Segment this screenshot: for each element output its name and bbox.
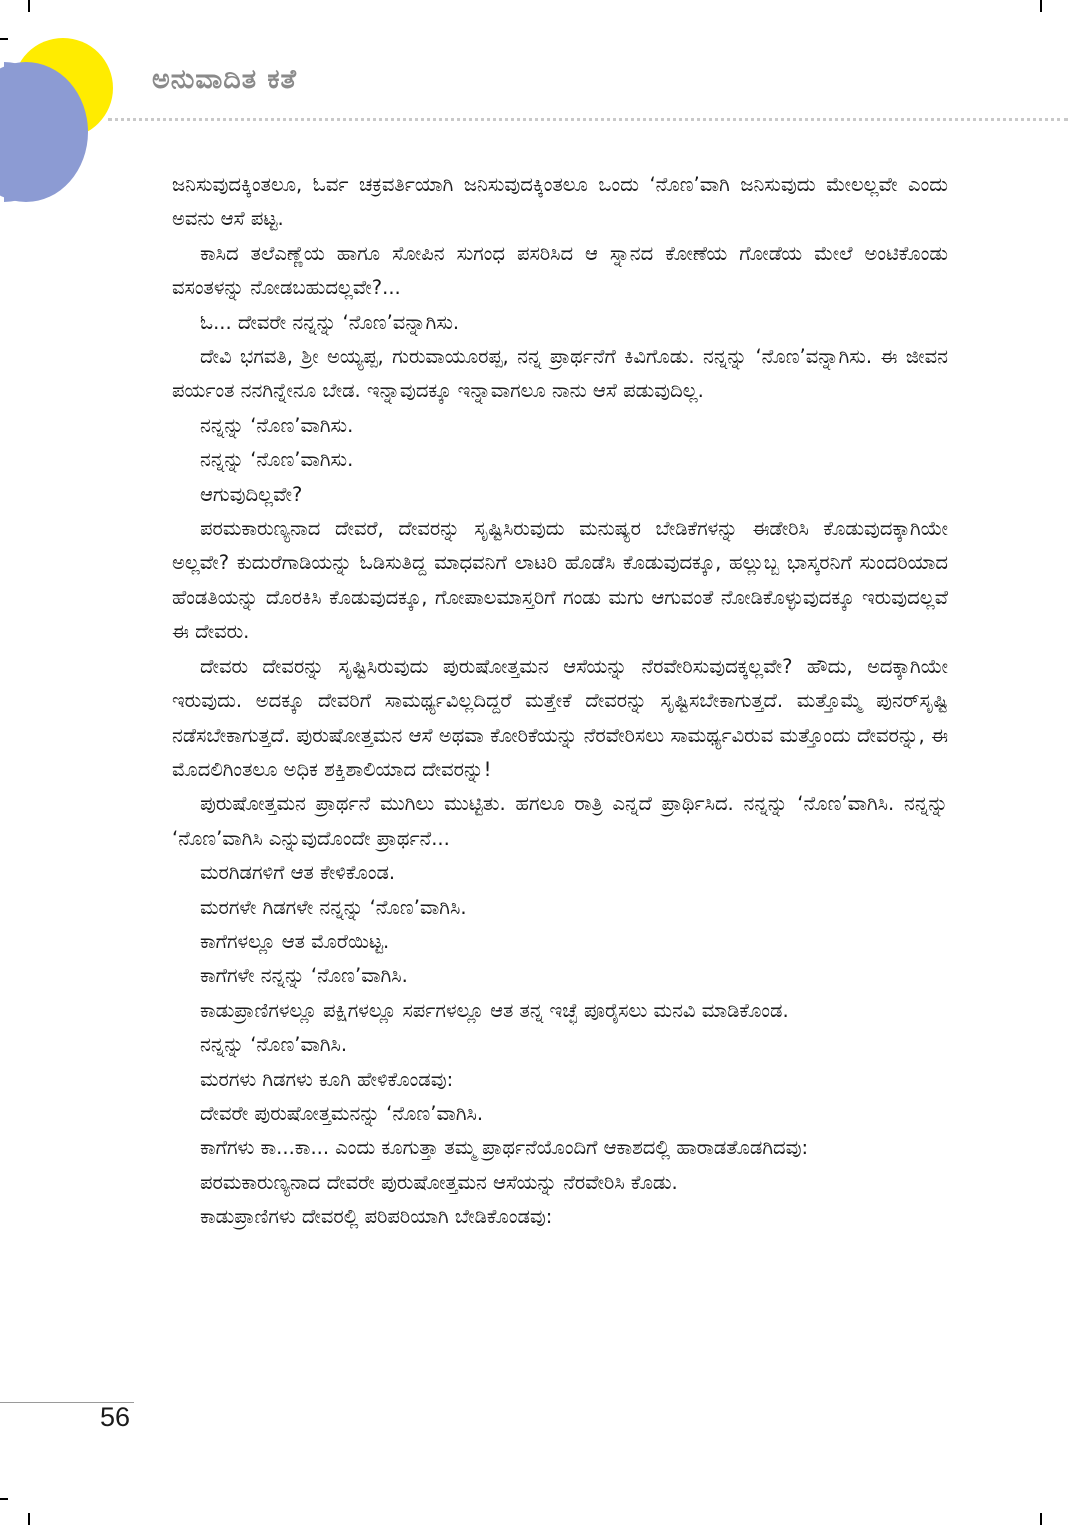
story-body xyxy=(172,168,948,1235)
paragraph: ಕಾಗೆಗಳೇ ನನ್ನನ್ನು ‘ನೊಣ’ವಾಗಿಸಿ. xyxy=(200,964,408,988)
paragraph: ನನ್ನನ್ನು ‘ನೊಣ’ವಾಗಿಸು. xyxy=(200,448,354,472)
paragraph: ಕಾಸಿದ ತಲೆಎಣ್ಣೆಯ ಹಾಗೂ ಸೋಪಿನ ಸುಗಂಧ ಪಸರಿಸಿದ ಆ ಸ್ನಾನದ ಕೋಣೆಯ ಗೋಡೆಯ ಮೇಲೆ ಅಂಟಿಕೊಂಡು ವಸಂತಳನ್ನು ನೋಡಬಹುದಲ್ಲವೇ?... xyxy=(172,241,948,300)
crop-mark-top-left-h xyxy=(0,38,8,40)
crop-mark-top-left xyxy=(28,0,30,12)
dotted-divider xyxy=(108,118,1068,121)
paragraph: ನನ್ನನ್ನು ‘ನೊಣ’ವಾಗಿಸಿ. xyxy=(200,1033,348,1057)
paragraph: ದೇವರೇ ಪುರುಷೋತ್ತಮನನ್ನು ‘ನೊಣ’ವಾಗಿಸಿ. xyxy=(200,1101,484,1125)
crop-mark-bottom-right xyxy=(1040,1513,1042,1525)
paragraph: ಜನಿಸುವುದಕ್ಕಿಂತಲೂ, ಓರ್ವ ಚಕ್ರವರ್ತಿಯಾಗಿ ಜನಿಸುವುದಕ್ಕಿಂತಲೂ ಒಂದು ‘ನೊಣ’ವಾಗಿ ಜನಿಸುವುದು ಮೇಲಲ್ಲವೇ ಎಂದು ಅವನು ಆಸೆ ಪಟ್ಟ. xyxy=(172,173,948,231)
paragraph: ಮರಗಳೇ ಗಿಡಗಳೇ ನನ್ನನ್ನು ‘ನೊಣ’ವಾಗಿಸಿ. xyxy=(200,895,467,919)
paragraph: ದೇವಿ ಭಗವತಿ, ಶ್ರೀ ಅಯ್ಯಪ್ಪ, ಗುರುವಾಯೂರಪ್ಪ, ನನ್ನ ಪ್ರಾರ್ಥನೆಗೆ ಕಿವಿಗೊಡು. ನನ್ನನ್ನು ‘ನೊಣ’ವನ್ನಾಗಿಸು. ಈ ಜೀವನ ಪರ್ಯಂತ ನನಗಿನ್ನೇನೂ ಬೇಡ. ಇನ್ನಾವುದಕ್ಕೂ ಇನ್ನಾವಾಗಲೂ ನಾನು ಆಸೆ ಪಡುವುದಿಲ್ಲ. xyxy=(172,345,948,403)
paragraph: ಪರಮಕಾರುಣ್ಯನಾದ ದೇವರೇ ಪುರುಷೋತ್ತಮನ ಆಸೆಯನ್ನು ನೆರವೇರಿಸಿ ಕೊಡು. xyxy=(200,1170,678,1194)
crop-mark-top-right xyxy=(1040,0,1042,12)
section-title: ಅನುವಾದಿತ ಕತೆ xyxy=(152,64,297,95)
paragraph: ದೇವರು ದೇವರನ್ನು ಸೃಷ್ಟಿಸಿರುವುದು ಪುರುಷೋತ್ತಮನ ಆಸೆಯನ್ನು ನೆರವೇರಿಸುವುದಕ್ಕಲ್ಲವೇ? ಹೌದು, ಅದಕ್ಕಾಗಿಯೇ ಇರುವುದು. ಅದಕ್ಕೂ ದೇವರಿಗೆ ಸಾಮರ್ಥ್ಯವಿಲ್ಲದಿದ್ದರೆ ಮತ್ತೇಕೆ ದೇವರನ್ನು ಸೃಷ್ಟಿಸಬೇಕಾಗುತ್ತದೆ. ಮತ್ತೊಮ್ಮೆ ಪುನರ್‌ಸೃಷ್ಟಿ ನಡೆಸಬೇಕಾಗುತ್ತದೆ. ಪುರುಷೋತ್ತಮನ ಆಸೆ ಅಥವಾ ಕೋರಿಕೆಯನ್ನು ನೆರವೇರಿಸಲು ಸಾಮರ್ಥ್ಯವಿರುವ ಮತ್ತೊಂದು ದೇವರನ್ನು, ಈ ಮೊದಲಿಗಿಂತಲೂ ಅಧಿಕ ಶಕ್ತಿಶಾಲಿಯಾದ ದೇವರನ್ನು! xyxy=(172,654,948,781)
paragraph: ಪರಮಕಾರುಣ್ಯನಾದ ದೇವರೆ, ದೇವರನ್ನು ಸೃಷ್ಟಿಸಿರುವುದು ಮನುಷ್ಯರ ಬೇಡಿಕೆಗಳನ್ನು ಈಡೇರಿಸಿ ಕೊಡುವುದಕ್ಕಾಗಿಯೇ ಅಲ್ಲವೇ? ಕುದುರೆಗಾಡಿಯನ್ನು ಓಡಿಸುತಿದ್ದ ಮಾಧವನಿಗೆ ಲಾಟರಿ ಹೊಡೆಸಿ ಕೊಡುವುದಕ್ಕೂ, ಹಲ್ಲುಬ್ಬ ಭಾಸ್ಕರನಿಗೆ ಸುಂದರಿಯಾದ ಹೆಂಡತಿಯನ್ನು ದೊರಕಿಸಿ ಕೊಡುವುದಕ್ಕೂ, ಗೋಪಾಲಮಾಸ್ತರಿಗೆ ಗಂಡು ಮಗು ಆಗುವಂತೆ ನೋಡಿಕೊಳ್ಳುವುದಕ್ಕೂ ಇರುವುದಲ್ಲವೆ ಈ ದೇವರು. xyxy=(172,517,948,644)
paragraph: ಪುರುಷೋತ್ತಮನ ಪ್ರಾರ್ಥನೆ ಮುಗಿಲು ಮುಟ್ಟಿತು. ಹಗಲೂ ರಾತ್ರಿ ಎನ್ನದೆ ಪ್ರಾರ್ಥಿಸಿದ. ನನ್ನನ್ನು ‘ನೊಣ’ವಾಗಿಸಿ. ನನ್ನನ್ನು ‘ನೊಣ’ವಾಗಿಸಿ ಎನ್ನುವುದೊಂದೇ ಪ್ರಾರ್ಥನೆ... xyxy=(172,792,948,850)
paragraph: ಮರಗಿಡಗಳಿಗೆ ಆತ ಕೇಳಿಕೊಂಡ. xyxy=(200,861,396,885)
crop-mark-bottom-left xyxy=(28,1513,30,1525)
paragraph: ಕಾಡುಪ್ರಾಣಿಗಳು ದೇವರಲ್ಲಿ ಪರಿಪರಿಯಾಗಿ ಬೇಡಿಕೊಂಡವು: xyxy=(200,1205,553,1229)
page-number: 56 xyxy=(100,1402,131,1432)
crop-mark-bottom-left-h xyxy=(0,1498,8,1500)
paragraph: ಮರಗಳು ಗಿಡಗಳು ಕೂಗಿ ಹೇಳಿಕೊಂಡವು: xyxy=(200,1067,454,1091)
paragraph: ಕಾಡುಪ್ರಾಣಿಗಳಲ್ಲೂ ಪಕ್ಷಿಗಳಲ್ಲೂ ಸರ್ಪಗಳಲ್ಲೂ ಆತ ತನ್ನ ಇಚ್ಛೆ ಪೂರೈಸಲು ಮನವಿ ಮಾಡಿಕೊಂಡ. xyxy=(200,998,789,1022)
paragraph: ಓ... ದೇವರೇ ನನ್ನನ್ನು ‘ನೊಣ’ವನ್ನಾಗಿಸು. xyxy=(200,310,460,334)
paragraph: ನನ್ನನ್ನು ‘ನೊಣ’ವಾಗಿಸು. xyxy=(200,413,354,437)
paragraph: ಕಾಗೆಗಳು ಕಾ...ಕಾ... ಎಂದು ಕೂಗುತ್ತಾ ತಮ್ಮ ಪ್ರಾರ್ಥನೆಯೊಂದಿಗೆ ಆಕಾಶದಲ್ಲಿ ಹಾರಾಡತೊಡಗಿದವು: xyxy=(200,1136,809,1160)
decorative-circles xyxy=(0,0,140,220)
paragraph: ಕಾಗೆಗಳಲ್ಲೂ ಆತ ಮೊರೆಯಿಟ್ಟ. xyxy=(200,929,390,953)
paragraph: ಆಗುವುದಿಲ್ಲವೇ? xyxy=(200,482,303,506)
